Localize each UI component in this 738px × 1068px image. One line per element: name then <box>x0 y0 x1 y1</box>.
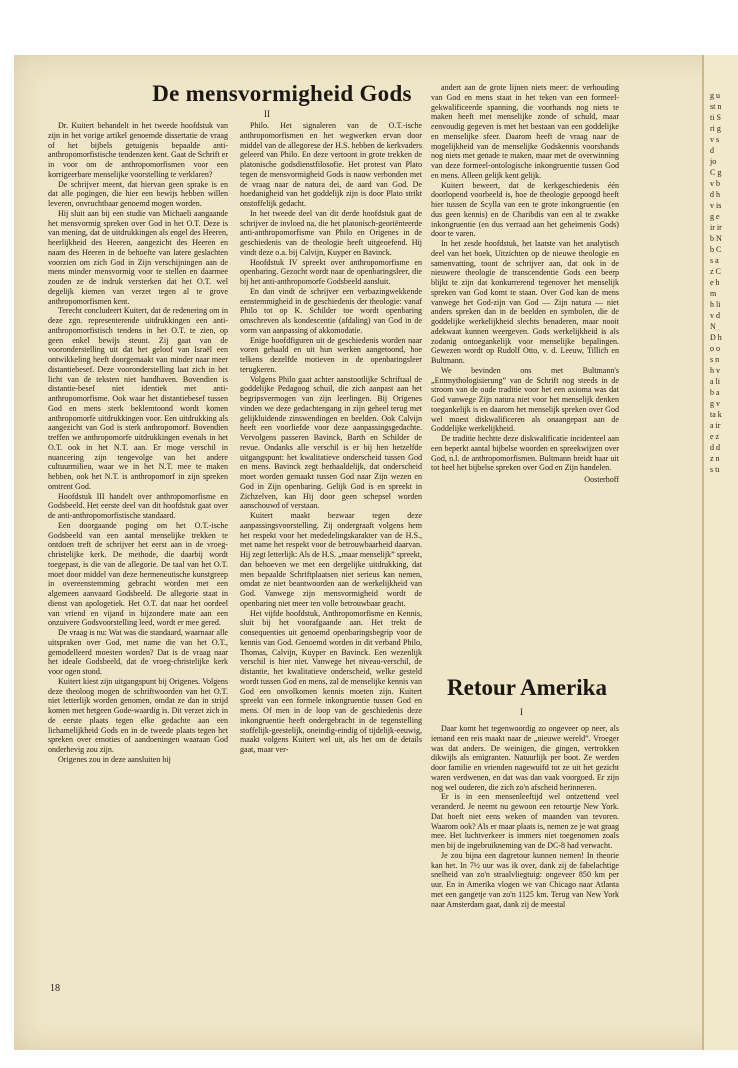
paragraph: De schrijver meent, dat hiervan geen sprake is en dat alle pogingen, die hier een bewijs hebben willen leveren, onvruchtbaar genoemd mogen worden. <box>48 179 228 208</box>
paragraph: Een doorgaande poging om het O.T.-ische Godsbeeld van een aantal menselijke trekken te ontdoen treft de schrijver het eerst aan in de vroeg-christelijke kerk. De methode, die daarbij wordt toegepast, is die van de allegorie. De taal van het O.T. moet door middel van deze hermeneutische kunstgreep in overeenstemming gebracht worden met een algemeen aanvaard Godsbeeld. De allegorie staat in dienst van apologetiek. Het O.T. dat naar het oordeel van vriend en vijand in bijzondere mate aan een onzuivere Godsvoorstelling leed, wordt er mee gered. <box>48 520 228 628</box>
second-article-part-number: I <box>520 707 523 717</box>
article-author: Oosterhoff <box>584 475 619 484</box>
paragraph: Er is in een mensenleeftijd wel ontzettend veel veranderd. Je neemt nu gewoon een retourtje New York. Dat hoeft niet eens weken of maanden van tevoren. Waarom ook? Als er maar plaats is, nemen ze je wat graag mee. Het luchtverkeer is immers niet toegenomen zoals men bij de ingebruikneming van de DC-8 had verwacht. <box>431 792 619 850</box>
paragraph: Daar komt het tegenwoordig zo ongeveer op neer, als iemand een reis maakt naar de „nieuwe wereld”. Vroeger was dat anders. De weinigen, die gingen, vertrokken dikwijls als emigranten. Natuurlijk per boot. Ze werden door familie en vrienden nagewuifd tot ze uit het gezicht waren verdwenen, en dat was dan vaak voorgoed. Er zijn nog wel ouderen, die zich zo'n afscheid herinneren. <box>431 724 619 792</box>
paragraph: Kuitert beweert, dat de kerkgeschiedenis één doorlopend voorbeeld is, hoe de theologie gepoogd heeft hier tussen de Scylla van een te grote inkongruentie (en dus geen kennis) en de Charibdis van een al te zwakke inkongruentie (en dus verraad aan het geheimenis Gods) door te varen. <box>431 180 619 239</box>
second-article-column <box>431 724 619 909</box>
newspaper-page <box>14 55 738 1050</box>
paragraph: Het vijfde hoofdstuk, Anthropomorfisme en Kennis, sluit bij het voorafgaande aan. Het trekt de consequenties uit genoemd openbaringsbegrip voor de kennis van God. Genoemd worden in dit verband Philo, Thomas, Calvijn, Kuyper en Bavinck. Een wezenlijk verschil is hier niet. Vanwege het niveau-verschil, de distantie, het kwalitatieve onderscheid, welke gesteld wordt tussen God en mens, zal de menselijke kennis van God een onvolkomen kennis moeten zijn. Kuitert spreekt van een formele inkongruentie tussen God en mens. Of men in de loop van de geschiedenis deze inkongruentie heeft ondergebracht in de tegenstelling stoffelijk-geestelijk, oneindig-eindig of tijdelijk-eeuwig, maakt volgens Kuitert wel uit, als het om de details gaat, maar ver- <box>240 608 422 754</box>
paragraph: andert aan de grote lijnen niets meer: de verhouding van God en mens staat in het teken van een formeel-gekwalificeerde spanning, die voorhands nog niets te maken heeft met menselijke zonde of schuld, maar eenvoudig gegeven is met het bestaan van een goddelijke en menselijke sfeer. Daarom heeft de vraag naar de mogelijkheid van de menselijke Godskennis voorshands nog niets met genade te maken, maar met de overwinning van deze formeel-ontologische inkongruentie tussen God en mens. Alleen gelijk kent gelijk. <box>431 83 619 180</box>
article-title: De mensvormigheid Gods <box>152 81 412 106</box>
paragraph: Hij sluit aan bij een studie van Michaeli aangaande het mensvormig spreken over God in het O.T. Deze is van mening, dat de uitdrukkingen als engel des Heeren, heerlijkheid des Heeren, aangezicht des Heeren en naam des Heeren in de behoefte van latere geslachten voorzien om zich God in Zijn verschijningen aan de mens minder mensvormig voor te stellen en daarmee zouden ze de indruk versterken dat het O.T. wel degelijk kiemen van verzet tegen al te grove anthropomorfismen kent. <box>48 208 228 306</box>
page-number: 18 <box>50 983 60 994</box>
paragraph: We bevinden ons met Bultmann's „Entmythologisierung” van de Schrift nog steeds in de stroom van de oude traditie voor het een axioma was dat God vanwege Zijn natura niet voor het menselijk denken toegankelijk is en daarom het menselijk spreken over God wel moest diskwalificeren als onaangepast aan de Goddelijke werkelijkheid. <box>431 365 619 434</box>
paragraph: In het tweede deel van dit derde hoofdstuk gaat de schrijver de invloed na, die het platonisch-georiënteerde anti-anthropomorfisme van Philo en Origenes in de geschiedenis van de theologie heeft uitgeoefend. Hij vindt deze o.a. bij Calvijn, Kuyper en Bavinck. <box>240 208 422 257</box>
paragraph: Kuitert kiest zijn uitgangspunt bij Origenes. Volgens deze theoloog mogen de schriftwoorden van het O.T. niet letterlijk worden genomen, omdat ze dan in strijd komen met hetgeen Gode-waardig is. Dit verzet zich in de eerste plaats tegen elke gedachte aan een lichamelijkheid Gods en in de tweede plaats tegen het spreken over emoties of aandoeningen waaraan God onderhevig zou zijn. <box>48 676 228 754</box>
adjacent-page-text: g u st n ti S ri g v s d jo C g v b d h v is g e ir ir b N b C s a z C e h m h li v d N D h o o s n h v a li b a g v ta k a ir e z d d z n s tı <box>710 91 722 474</box>
article-column-2 <box>240 121 422 755</box>
paragraph: De traditie hechtte deze diskwalificatie incidenteel aan een beperkt aantal bijbelse woorden en spreekwijzen over God, n.l. de anthropomorfismen. Bultmann breidt haar uit tot heel het bijbelse spreken over God en Zijn handelen. <box>431 434 619 473</box>
paragraph: Kuitert maakt bezwaar tegen deze aanpassingsvoorstelling. Zij ondergraaft volgens hem het respekt voor het mededelingskarakter van de H.S., met name het respekt voor de betrouwbaarheid daarvan. Hij zegt letterlijk: Als de H.S. „maar menselijk” spreekt, dan behoeven we met een dergelijke uitdrukking, dat men bepaalde Schriftplaatsen niet serieus kan nemen, omdat ze niet beantwoorden aan de werkelijkheid van God. Vanwege zijn mensvormigheid wordt de openbaring niet meer ten volle betrouwbaar geacht. <box>240 511 422 608</box>
article-column-1 <box>48 121 228 765</box>
second-article-title: Retour Amerika <box>447 675 607 700</box>
paragraph: Philo. Het signaleren van de O.T.-ische anthropomorfismen en het wegwerken ervan door middel van de allegorese der H.S. hebben de kerkvaders geleerd van Philo. En deze vertoont in grote trekken de platonische godsdienstfilosofie. Het protest van Plato tegen de mensvormigheid Gods is nauw verbonden met de vraag naar de natura dei, de aard van God. De hoedanigheid van het goddelijk zijn is door Plato strikt onstoffelijk gedacht. <box>240 121 422 208</box>
paragraph: Volgens Philo gaat achter aanstootlijke Schriftaal de goddelijke Pedagoog schuil, die zich aanpast aan het begripsvermogen van zijn leerlingen. Bij Origenes vinden we deze gedachtengang in zijn geheel terug met gelijkluidende zinswendingen en beelden. Ook Calvijn heeft een voorliefde voor deze aanpassingsgedachte. Vervolgens passeren Bavinck, Barth en Schilder de revue. Ondanks alle verschil is er bij hen hetzelfde uitgangspunt: het kwalitatieve onderscheid tussen God en mens. Bavinck zegt herhaaldelijk, dat onderscheid moet worden gemaakt tussen God naar Zijn wezen en God in Zijn openbaring. Gelijk God is en spreekt in Zichzelven, kan Hij door geen schepsel worden aanschouwd of verstaan. <box>240 374 422 511</box>
paragraph: In het zesde hoofdstuk, het laatste van het analytisch deel van het boek, Uitzichten op de nieuwe theologie en samenvatting, toont de schrijver aan, dat ook in de nieuwere theologie de transcendentie Gods een beerp blijkt te zijn dat konkurrerend tegenover het menselijk spreken van God komt te staan. Over God kan de mens vanwege het God-zijn van God — Zijn natura — niet anders spreken dan in de beelden en symbolen, die de goddelijke werkelijkheid slechts benaderen, maar nooit adekwaat kunnen weergeven. Gods werkelijkheid is als zodanig ontoegankelijk voor menselijke bepalingen. Gewezen wordt op Rudolf Otto, v. d. Leeuw, Tillich en Bultmann. <box>431 239 619 365</box>
paragraph: En dan vindt de schrijver een verbazingwekkende eenstemmigheid in de geschiedenis der theologie: vanaf Philo tot op K. Schilder toe wordt openbaring omschreven als kondescentie (afdaling) van God in de vorm van aanpassing of akkomodatie. <box>240 286 422 335</box>
paragraph: Enige hoofdfiguren uit de geschiedenis worden naar voren gehaald en uit hun werken aangetoond, hoe telkens dezelfde motieven in de openbaringsleer terugkeren. <box>240 335 422 374</box>
paragraph: De vraag is nu: Wat was die standaard, waarnaar alle uitspraken over God, met name die van het O.T., gemodelleerd moesten worden? Dat is de vraag naar het ideale Godsbeeld, dat de vroeg-christelijke kerk voor ogen stond. <box>48 628 228 676</box>
paragraph: Origenes zou in deze aansluiten bij <box>58 754 171 764</box>
article-column-3 <box>431 83 619 485</box>
paragraph: Hoofdstuk IV spreekt over anthropomorfisme en openbaring. Gezocht wordt naar de openbaringsleer, die bij het anti-anthropomorfe Godsbeeld aansluit. <box>240 257 422 286</box>
paragraph: Terecht concludeert Kuitert, dat de redenering om in deze zgn. representerende uitdrukkingen een anti-anthropomorfistisch tendens in het O.T. te zien, op geen enkel bewijs steunt. Zij gaat van de vooronderstelling uit dat het geloof van Israël een ontwikkeling heeft doorgemaakt van minder naar meer distantiebesef. Deze vooronderstelling laat zich in het licht van de teksten niet handhaven. Bovendien is distantie-besef niet identiek met anti-anthropomorfisme. Ook waar het distantiebesef tussen God en mens sterk beklemtoond wordt komen anthropomorfe uitdrukkingen voor. Een uitdrukking als aangezicht van God is sterk anthropomorf. Bovendien treffen we anthropomorfe uitdrukkingen evenals in het O.T. ook in het N.T. aan. Er moge verschil in nuancering zijn tengevolge van het andere cultuurmilieu, waar we in het N.T. mee te maken hebben, ook het N.T. is anthropomorf in zijn spreken omtrent God. <box>48 306 228 491</box>
paragraph: Dr. Kuitert behandelt in het tweede hoofdstuk van zijn in het vorige artikel genoemde dissertatie de vraag of het bijbels getuigenis bepaalde anti-anthropomorfistische tendenzen kent. Gaat de Schrift er in voor om de anthropomorfismen voor een korrigeerbare menselijke voorstelling te verklaren? <box>48 121 228 179</box>
paragraph: Je zou bijna een dagretour kunnen nemen! In theorie kan het. In 7½ uur was ik over, dank zij de fabelachtige snelheid van zo'n straalvliegtuig: ongeveer 850 km per uur. En in Amerika vlogen we van Chicago naar Atlanta met een gangetje van zo'n 1125 km. Terug van New York naar Amsterdam gaat, dank zij de meestal <box>431 850 619 909</box>
paragraph: Hoofdstuk III handelt over anthropomorfisme en Godsbeeld. Het eerste deel van dit hoofdstuk gaat over de anti-anthropomorfistische standaard. <box>48 491 228 520</box>
article-part-number: II <box>264 109 270 119</box>
